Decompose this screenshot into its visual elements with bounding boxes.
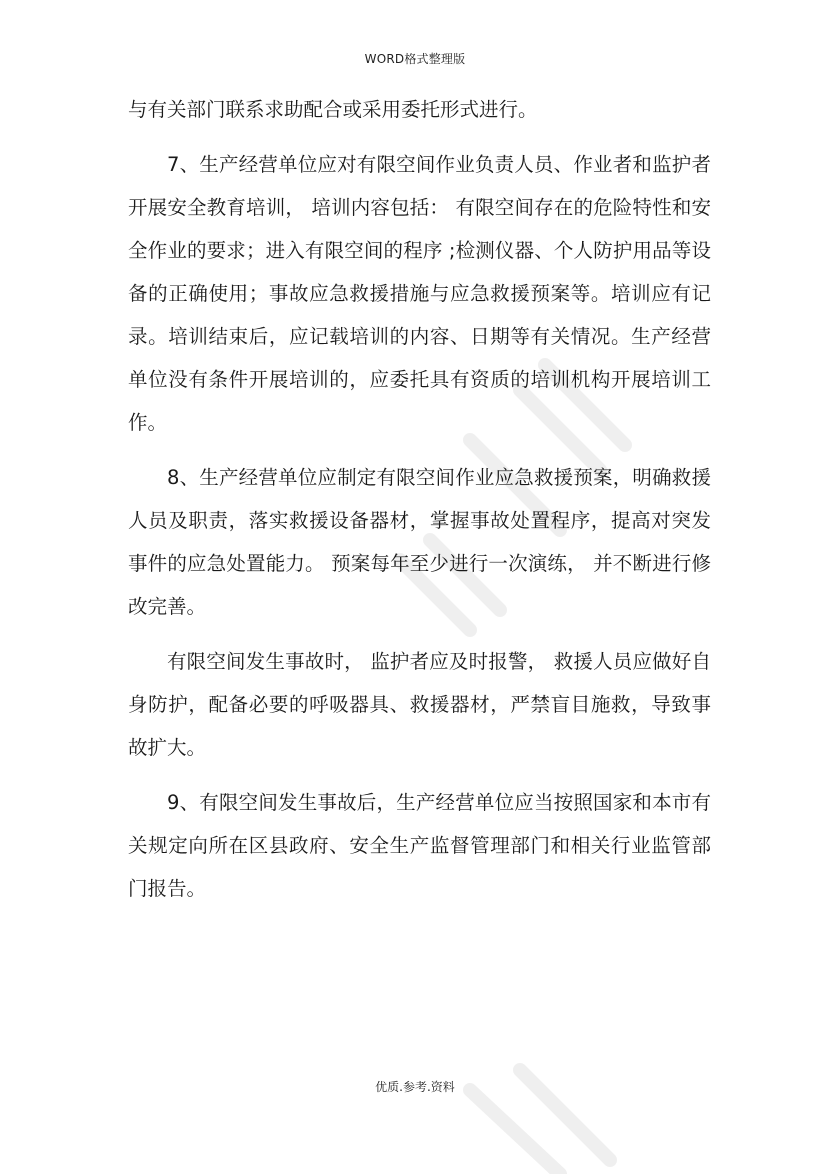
paragraph-item-9: 9、有限空间发生事故后，生产经营单位应当按照国家和本市有关规定向所在区县政府、安全生产监督管理部门和相关行业监管部门报告。 — [128, 791, 711, 900]
paragraph-item-7: 7、生产经营单位应对有限空间作业负责人员、作业者和监护者开展安全教育培训， 培训内容包括： 有限空间存在的危险特性和安全作业的要求；进入有限空间的程序 ;检测仪器、个人防护用品等设备的正确使用；事故应急救援措施与应急救援预案等。培训应有记录。培训结束后，应记载培训的内容、日期等有关情况。生产经营单位没有条件开展培训的，应委托具有资质的培训机构开展培训工作。 — [128, 153, 711, 434]
document-body — [128, 88, 711, 910]
paragraph-item-8: 8、生产经营单位应制定有限空间作业应急救援预案，明确救援人员及职责，落实救援设备器材，掌握事故处置程序，提高对突发事件的应急处置能力。 预案每年至少进行一次演练， 并不断进行修改完善。 — [128, 466, 711, 618]
paragraph-continuation: 与有关部门联系求助配合或采用委托形式进行。 — [128, 98, 538, 121]
page-header: WORD格式整理版 — [364, 52, 466, 66]
page-footer: 优质.参考.资料 — [375, 1080, 455, 1094]
paragraph-accident-response: 有限空间发生事故时， 监护者应及时报警， 救援人员应做好自身防护，配备必要的呼吸器具、救援器材，严禁盲目施救，导致事故扩大。 — [128, 650, 711, 759]
